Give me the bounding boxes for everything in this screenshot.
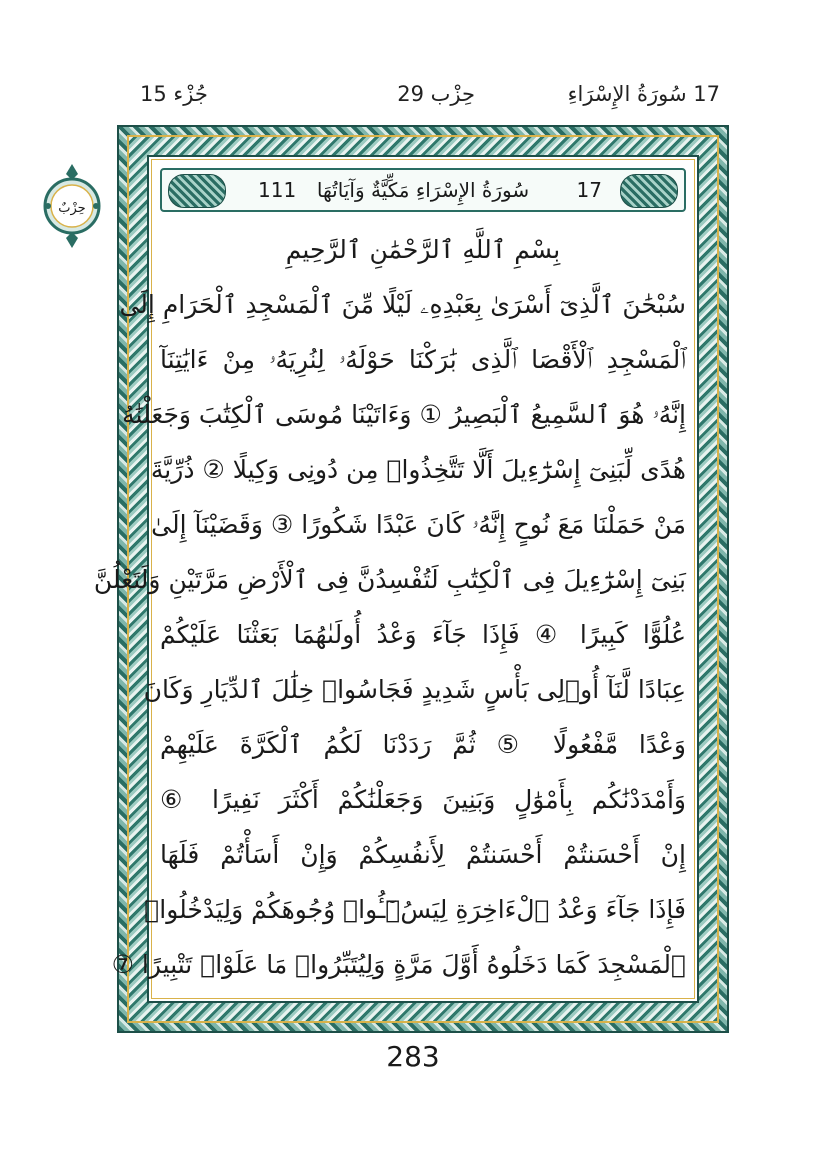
text-line: فَإِذَا جَآءَ وَعْدُ ٱلْءَاخِرَةِ لِيَسُۥٓـُٔوا۟ وُجُوهَكُمْ وَلِيَدْخُلُوا۟ [144, 895, 686, 924]
text-line: ٱلْمَسْجِدِ ٱلْأَقْصَا ٱلَّذِى بَٰرَكْنَا حَوْلَهُۥ لِنُرِيَهُۥ مِنْ ءَايَٰتِنَآ [160, 345, 686, 374]
text-line: وَأَمْدَدْنَٰكُم بِأَمْوَٰلٍ وَبَنِينَ وَجَعَلْنَٰكُمْ أَكْثَرَ نَفِيرًا ⑥ [160, 785, 686, 814]
hizb-marker-label: حِزْبٌ [58, 201, 86, 216]
surah-name: سُورَةُ الإِسْرَاءِ مَكِّيَّةٌ وَآيَاتُهَا [316, 178, 530, 202]
header-surah-label: 17 سُورَةُ الإِسْرَاءِ [567, 82, 720, 106]
page-number: 283 [386, 1040, 440, 1073]
page-header [140, 82, 720, 116]
text-line: مَنْ حَمَلْنَا مَعَ نُوحٍ إِنَّهُۥ كَانَ عَبْدًا شَكُورًا ③ وَقَضَيْنَآ إِلَىٰ [151, 510, 686, 539]
text-line: بَنِىٓ إِسْرَٰٓءِيلَ فِى ٱلْكِتَٰبِ لَتُفْسِدُنَّ فِى ٱلْأَرْضِ مَرَّتَيْنِ وَلَتَعْلُنَّ [93, 565, 686, 594]
quran-text [93, 222, 686, 992]
text-line: ٱلْمَسْجِدَ كَمَا دَخَلُوهُ أَوَّلَ مَرَّةٍ وَلِيُتَبِّرُوا۟ مَا عَلَوْا۟ تَتْبِيرًا ⑦ [111, 950, 686, 979]
surah-title-banner [160, 168, 686, 212]
text-line: هُدًى لِّبَنِىٓ إِسْرَٰٓءِيلَ أَلَّا تَتَّخِذُوا۟ مِن دُونِى وَكِيلًا ② ذُرِّيَّةَ [150, 455, 686, 484]
header-juz-label: جُزْء 15 [140, 82, 208, 106]
header-hizb-label: حِزْب 29 [397, 82, 475, 106]
ayah-count: 111 [258, 178, 297, 202]
text-line: عِبَادًا لَّنَآ أُو۟لِى بَأْسٍ شَدِيدٍ فَجَاسُوا۟ خِلَٰلَ ٱلدِّيَارِ وَكَانَ [143, 675, 686, 704]
basmala-line: بِسْمِ ٱللَّهِ ٱلرَّحْمَٰنِ ٱلرَّحِيمِ [285, 235, 561, 264]
hizb-marker-icon [42, 162, 102, 250]
text-line: وَعْدًا مَّفْعُولًا ⑤ ثُمَّ رَدَدْنَا لَكُمُ ٱلْكَرَّةَ عَلَيْهِمْ [160, 730, 686, 759]
surah-number: 17 [576, 178, 602, 202]
text-line: إِنَّهُۥ هُوَ ٱلسَّمِيعُ ٱلْبَصِيرُ ① وَءَاتَيْنَا مُوسَى ٱلْكِتَٰبَ وَجَعَلْنَٰهُ [122, 400, 686, 429]
text-line: سُبْحَٰنَ ٱلَّذِىٓ أَسْرَىٰ بِعَبْدِهِۦ لَيْلًا مِّنَ ٱلْمَسْجِدِ ٱلْحَرَامِ إِلَى [119, 290, 686, 319]
text-line: عُلُوًّا كَبِيرًا ④ فَإِذَا جَآءَ وَعْدُ أُولَىٰهُمَا بَعَثْنَا عَلَيْكُمْ [160, 620, 686, 649]
text-line: إِنْ أَحْسَنتُمْ أَحْسَنتُمْ لِأَنفُسِكُمْ وَإِنْ أَسَأْتُمْ فَلَهَا [160, 840, 686, 869]
